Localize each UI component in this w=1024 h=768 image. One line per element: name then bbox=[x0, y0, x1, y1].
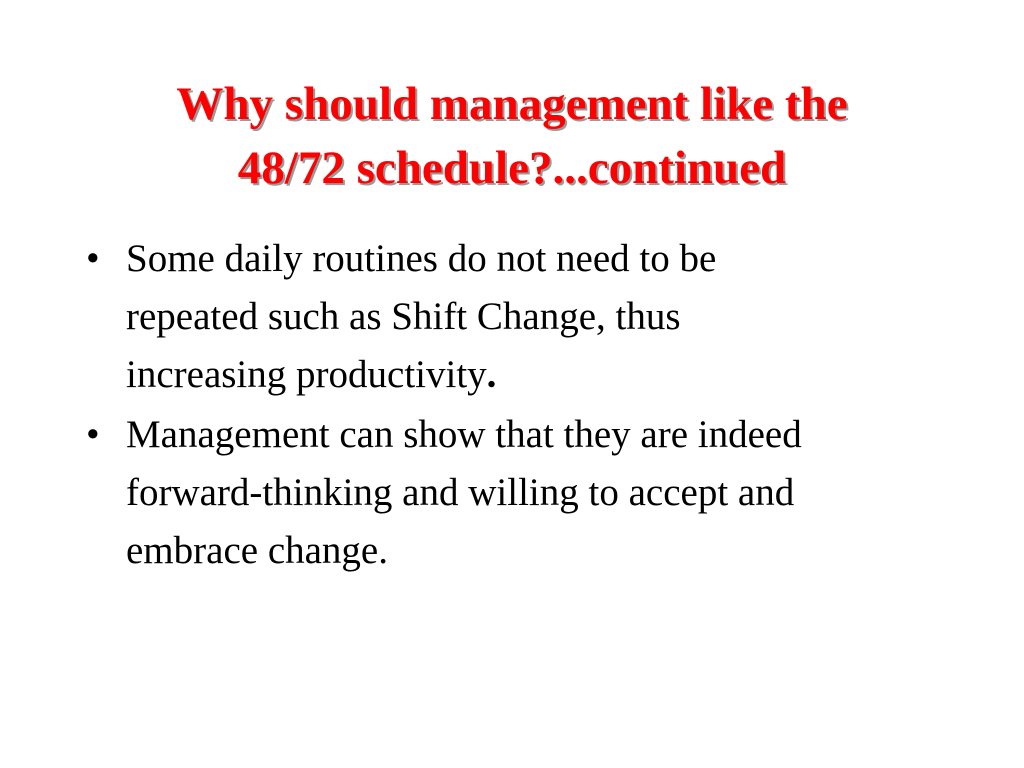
bullet-marker: • bbox=[86, 413, 100, 456]
slide-title-line-2: 48/72 schedule?...continued bbox=[237, 142, 787, 194]
slide-title-line-1: Why should management like the bbox=[176, 78, 848, 130]
bullet-text-2 bbox=[126, 406, 966, 580]
slide-title bbox=[40, 72, 984, 200]
bullet-item-2 bbox=[86, 406, 966, 580]
bullet-text-1 bbox=[126, 230, 966, 404]
bullet-2-line-1: Management can show that they are indeed bbox=[126, 413, 802, 456]
bullet-1-line-3-text: increasing productivity bbox=[126, 353, 487, 396]
bullet-item-1 bbox=[86, 230, 966, 404]
bullet-marker: • bbox=[86, 237, 100, 280]
bullet-1-line-2: repeated such as Shift Change, thus bbox=[126, 295, 681, 338]
bullet-2-line-3: embrace change. bbox=[126, 529, 388, 572]
bullet-2-line-2: forward-thinking and willing to accept and bbox=[126, 471, 795, 514]
bullet-1-line-3 bbox=[126, 346, 966, 404]
bullet-1-line-1: Some daily routines do not need to be bbox=[126, 237, 717, 280]
bullet-1-trailing-period: . bbox=[486, 353, 497, 396]
bullet-list bbox=[86, 230, 966, 582]
